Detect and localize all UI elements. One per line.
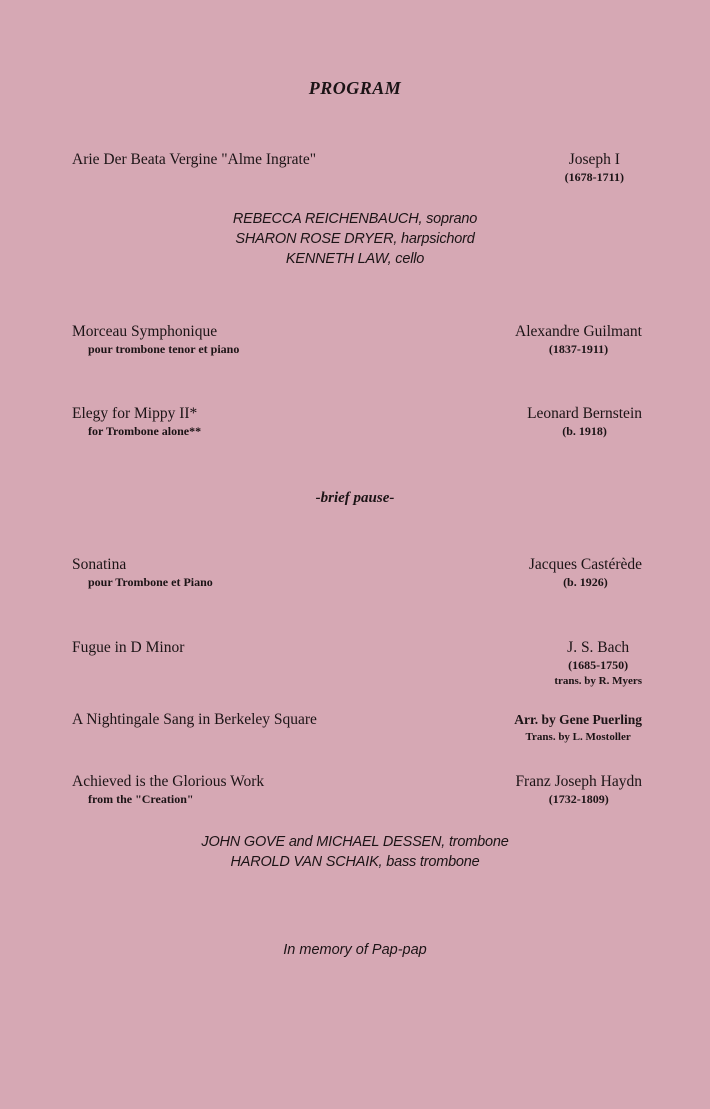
work-title: Fugue in D Minor	[72, 639, 185, 656]
performer-line: KENNETH LAW, cello	[285, 251, 425, 267]
work-subtitle: for Trombone alone**	[88, 424, 202, 438]
dedication: In memory of Pap-pap	[283, 942, 427, 958]
performer-line: SHARON ROSE DRYER, harpsichord	[235, 231, 475, 247]
work-title: Arie Der Beata Vergine "Alme Ingrate"	[72, 151, 317, 168]
performer-line: REBECCA REICHENBAUCH, soprano	[232, 211, 478, 227]
composer-dates: (1732-1809)	[548, 792, 609, 806]
composer-name: Franz Joseph Haydn	[515, 773, 642, 790]
work-title: Sonatina	[72, 556, 127, 573]
work-title: Elegy for Mippy II*	[72, 405, 198, 422]
composer-name: Joseph I	[568, 151, 620, 168]
composer-name: Jacques Castérède	[528, 556, 642, 573]
transcription-credit: Trans. by L. Mostoller	[525, 731, 631, 743]
work-title: Morceau Symphonique	[72, 323, 218, 340]
composer-dates: (1837-1911)	[548, 342, 609, 356]
composer-dates: (1678-1711)	[564, 170, 624, 184]
arranger-credit: Arr. by Gene Puerling	[514, 712, 642, 727]
program-title: PROGRAM	[308, 78, 402, 98]
composer-name: J. S. Bach	[567, 639, 630, 656]
transcription-credit: trans. by R. Myers	[554, 675, 642, 687]
composer-dates: (b. 1926)	[563, 575, 608, 589]
work-subtitle: from the "Creation"	[88, 792, 194, 806]
work-title: A Nightingale Sang in Berkeley Square	[72, 711, 317, 728]
work-subtitle: pour Trombone et Piano	[88, 575, 213, 589]
performers-group-2	[0, 832, 710, 872]
work-title: Achieved is the Glorious Work	[72, 773, 265, 790]
intermission-note: -brief pause-	[315, 490, 395, 506]
performers-group-1	[0, 209, 710, 269]
performer-line: JOHN GOVE and MICHAEL DESSEN, trombone	[201, 834, 509, 850]
performer-line: HAROLD VAN SCHAIK, bass trombone	[230, 854, 480, 870]
composer-name: Alexandre Guilmant	[515, 323, 642, 340]
composer-name: Leonard Bernstein	[527, 405, 642, 422]
composer-dates: (1685-1750)	[568, 658, 629, 672]
composer-dates: (b. 1918)	[562, 424, 607, 438]
work-subtitle: pour trombone tenor et piano	[88, 342, 240, 356]
